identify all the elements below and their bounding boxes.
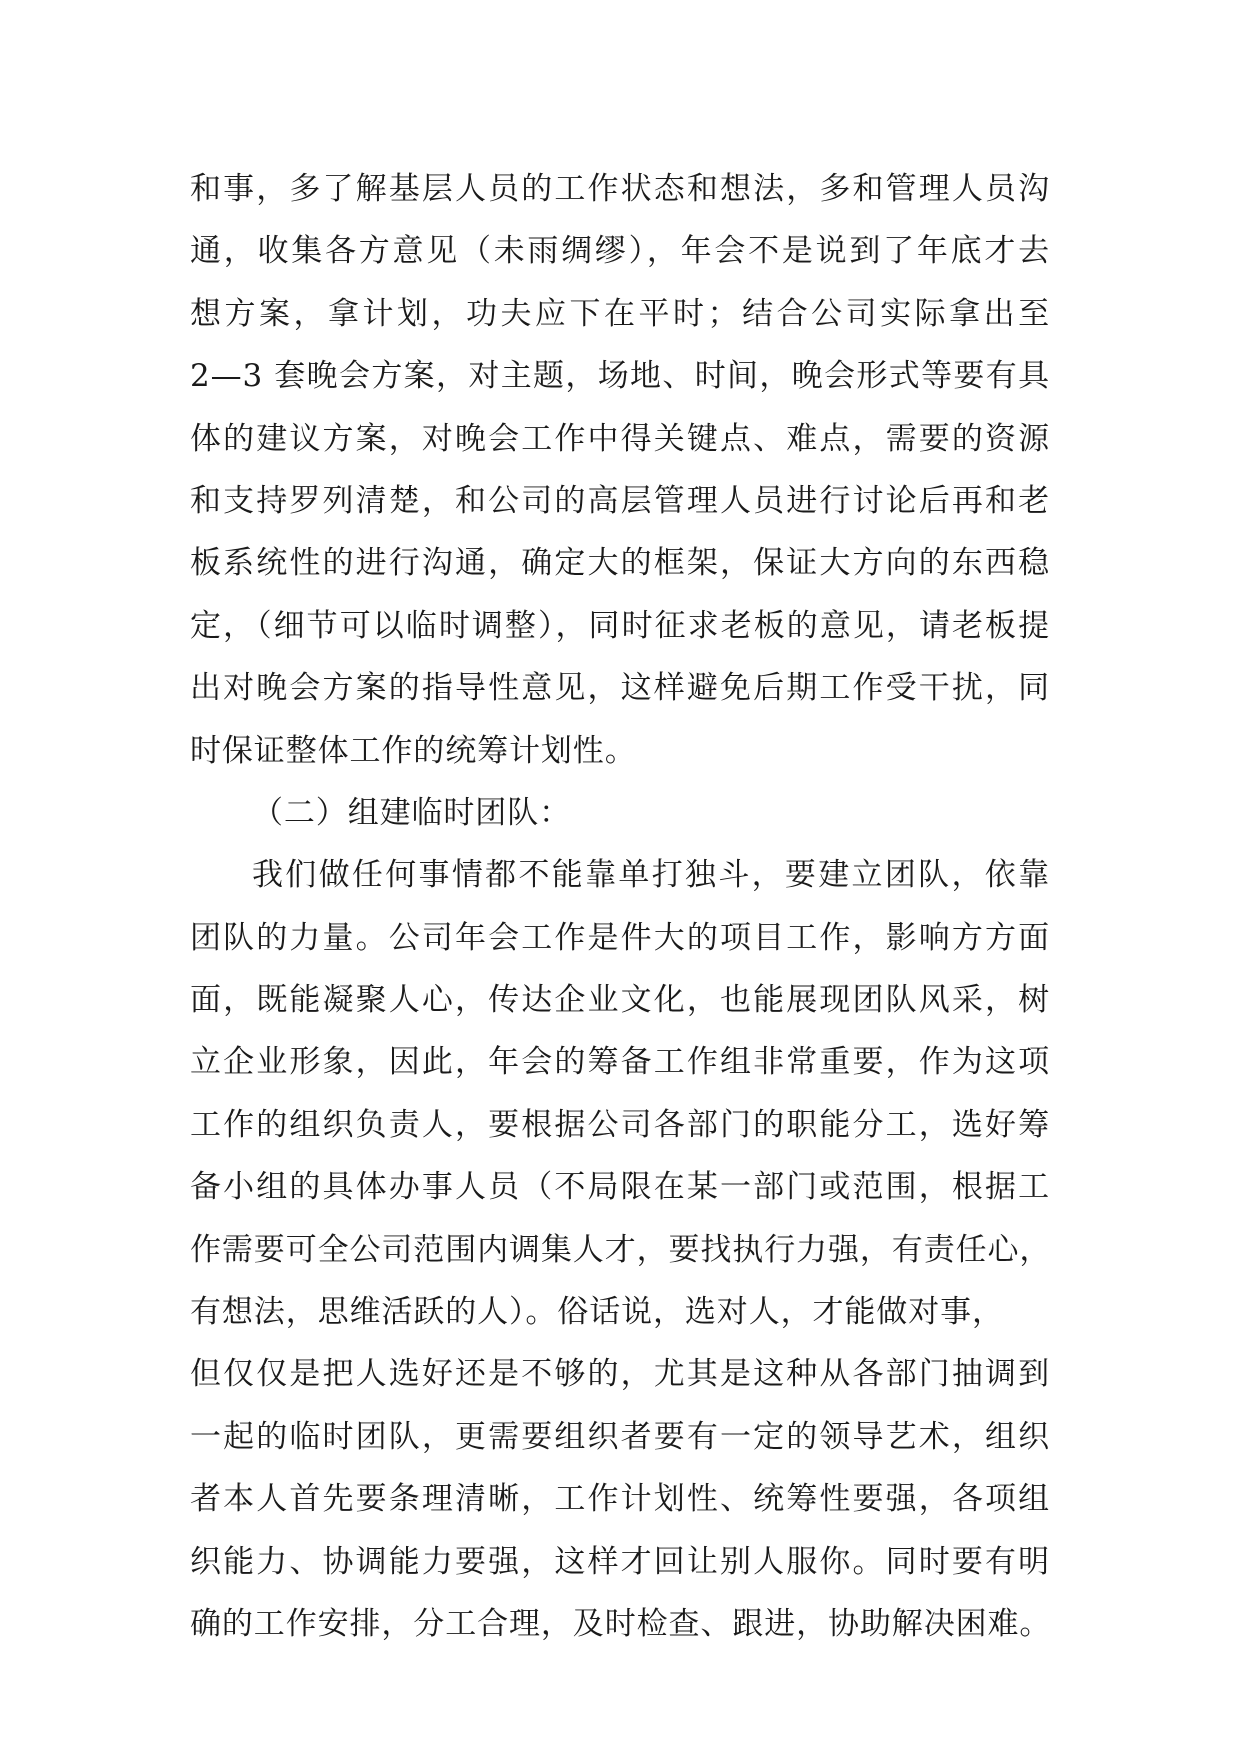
text-line: 团队的力量。公司年会工作是件大的项目工作，影响方方面: [190, 919, 1050, 956]
section-heading: （二）组建临时团队：: [252, 794, 571, 831]
text-line: 立企业形象，因此，年会的筹备工作组非常重要，作为这项: [190, 1044, 1050, 1081]
text-line: 和支持罗列清楚，和公司的高层管理人员进行讨论后再和老: [190, 482, 1050, 519]
text-line: 织能力、协调能力要强，这样才回让别人服你。同时要有明: [190, 1543, 1050, 1580]
text-line: 想方案，拿计划，功夫应下在平时；结合公司实际拿出至: [190, 295, 1050, 332]
text-line: 备小组的具体办事人员（不局限在某一部门或范围，根据工: [190, 1169, 1050, 1206]
text-line: 我们做任何事情都不能靠单打独斗，要建立团队，依靠: [252, 857, 1050, 894]
text-line: 定，（细节可以临时调整），同时征求老板的意见，请老板提: [190, 607, 1050, 644]
document-body: [190, 158, 1050, 1655]
text-line: 面，既能凝聚人心，传达企业文化，也能展现团队风采，树: [190, 982, 1050, 1019]
text-line: 工作的组织负责人，要根据公司各部门的职能分工，选好筹: [190, 1106, 1050, 1143]
text-line: 确的工作安排，分工合理，及时检查、跟进，协助解决困难。: [190, 1605, 1052, 1642]
text-line: 2—3 套晚会方案，对主题，场地、时间，晚会形式等要有具: [190, 358, 1050, 395]
text-line: 者本人首先要条理清晰，工作计划性、统筹性要强，各项组: [190, 1481, 1050, 1518]
text-line: 有想法，思维活跃的人）。俗话说，选对人，才能做对事，: [190, 1294, 1004, 1331]
text-line: 一起的临时团队，更需要组织者要有一定的领导艺术，组织: [190, 1418, 1050, 1455]
text-line: 作需要可全公司范围内调集人才，要找执行力强，有责任心，: [190, 1231, 1052, 1268]
text-line: 通，收集各方意见（未雨绸缪），年会不是说到了年底才去: [190, 233, 1050, 270]
text-line: 和事，多了解基层人员的工作状态和想法，多和管理人员沟: [190, 171, 1050, 207]
text-line: 体的建议方案，对晚会工作中得关键点、难点，需要的资源: [190, 420, 1050, 457]
text-line: 出对晚会方案的指导性意见，这样避免后期工作受干扰，同: [190, 670, 1050, 707]
text-line: 但仅仅是把人选好还是不够的，尤其是这种从各部门抽调到: [190, 1356, 1050, 1393]
text-line: 时保证整体工作的统筹计划性。: [190, 732, 637, 769]
text-line: 板系统性的进行沟通，确定大的框架，保证大方向的东西稳: [190, 545, 1050, 582]
